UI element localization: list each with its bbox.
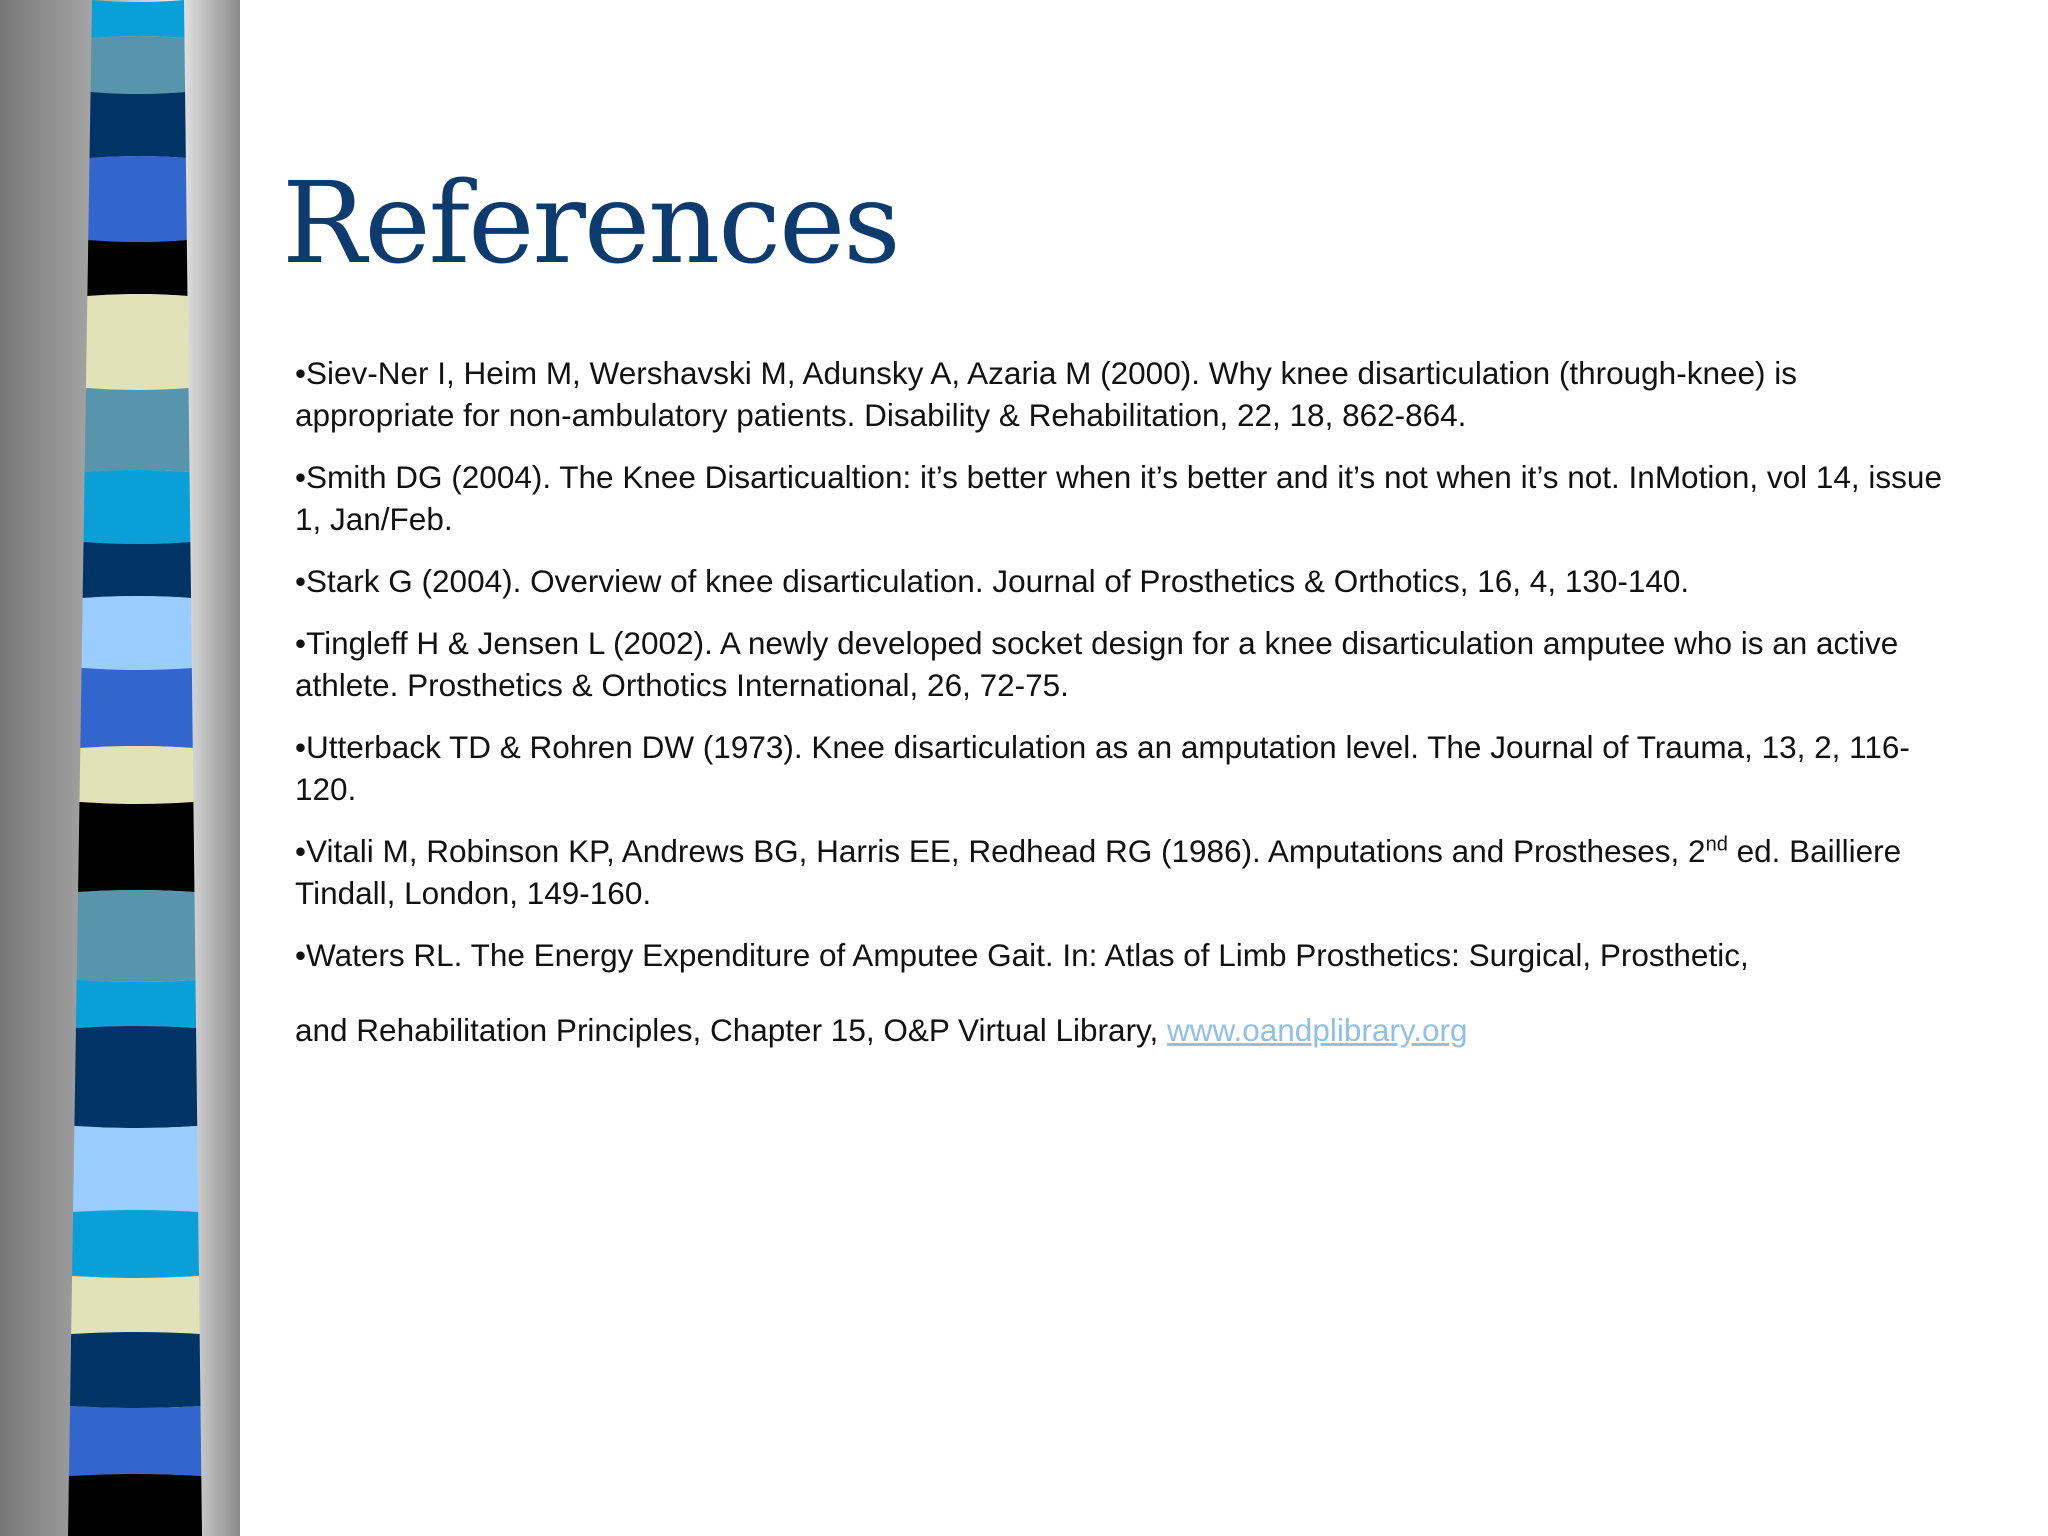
color-band [74,1026,197,1128]
reference-text-line2 [295,1009,1945,1051]
reference-text-continued: and Rehabilitation Principles, Chapter 15, O&P Virtual Library, [295,1012,1167,1048]
reference-text: •Stark G (2004). Overview of knee disarticulation. Journal of Prosthetics & Orthotics, 16, 4, 130-140. [295,563,1690,599]
color-band [83,542,191,598]
reference-item [295,352,1945,436]
color-band [87,240,187,296]
color-band [77,890,196,982]
color-band [91,36,186,94]
oandp-library-link[interactable]: www.oandplibrary.org [1166,1012,1468,1048]
color-band [91,0,184,38]
reference-item [295,726,1945,810]
color-band [72,1210,199,1278]
color-band [68,1474,202,1536]
color-band [85,388,190,472]
reference-text: •Tingleff H & Jensen L (2002). A newly developed socket design for a knee disarticulation amputee who is an active athlete. Prosthetics & Orthotics International, 26, 72-75. [295,625,1899,703]
color-band [70,1332,200,1408]
decorative-side-strip [0,0,260,1536]
color-band [90,92,186,158]
color-band [84,470,191,544]
color-band [69,1406,201,1476]
reference-text-continued: ed. Bailliere Tindall, London, 149-160. [295,833,1902,911]
color-band [88,156,187,242]
references-list [295,352,1945,1071]
reference-text: •Vitali M, Robinson KP, Andrews BG, Harris EE, Redhead RG (1986). Amputations and Prostheses, 2 [295,833,1706,869]
color-band [78,802,194,892]
color-band [76,980,196,1028]
reference-item [295,456,1945,540]
color-band [71,1276,199,1334]
ordinal-superscript: nd [1705,833,1728,856]
side-strip-graphic [0,0,260,1536]
reference-item [295,560,1945,602]
reference-text: •Siev-Ner I, Heim M, Wershavski M, Adunsky A, Azaria M (2000). Why knee disarticulation (through-knee) is appropriate for non-ambulatory patients. Disability & Rehabilitation, 22, 18, 862-864. [295,355,1797,433]
reference-text: •Waters RL. The Energy Expenditure of Amputee Gait. In: Atlas of Limb Prosthetics: Surgical, Prosthetic, [295,937,1749,973]
reference-item [295,830,1945,914]
reference-item [295,934,1945,1051]
reference-item [295,622,1945,706]
color-band [82,596,192,670]
reference-text: •Smith DG (2004). The Knee Disarticualtion: it’s better when it’s better and it’s not when it’s not. InMotion, vol 14, issue 1, Jan/Feb. [295,459,1942,537]
reference-text: •Utterback TD & Rohren DW (1973). Knee disarticulation as an amputation level. The Journal of Trauma, 13, 2, 116-120. [295,729,1910,807]
color-band [80,668,192,748]
slide-title: References [282,159,899,289]
color-band [86,294,189,390]
color-band [73,1126,198,1212]
color-band [79,746,193,804]
